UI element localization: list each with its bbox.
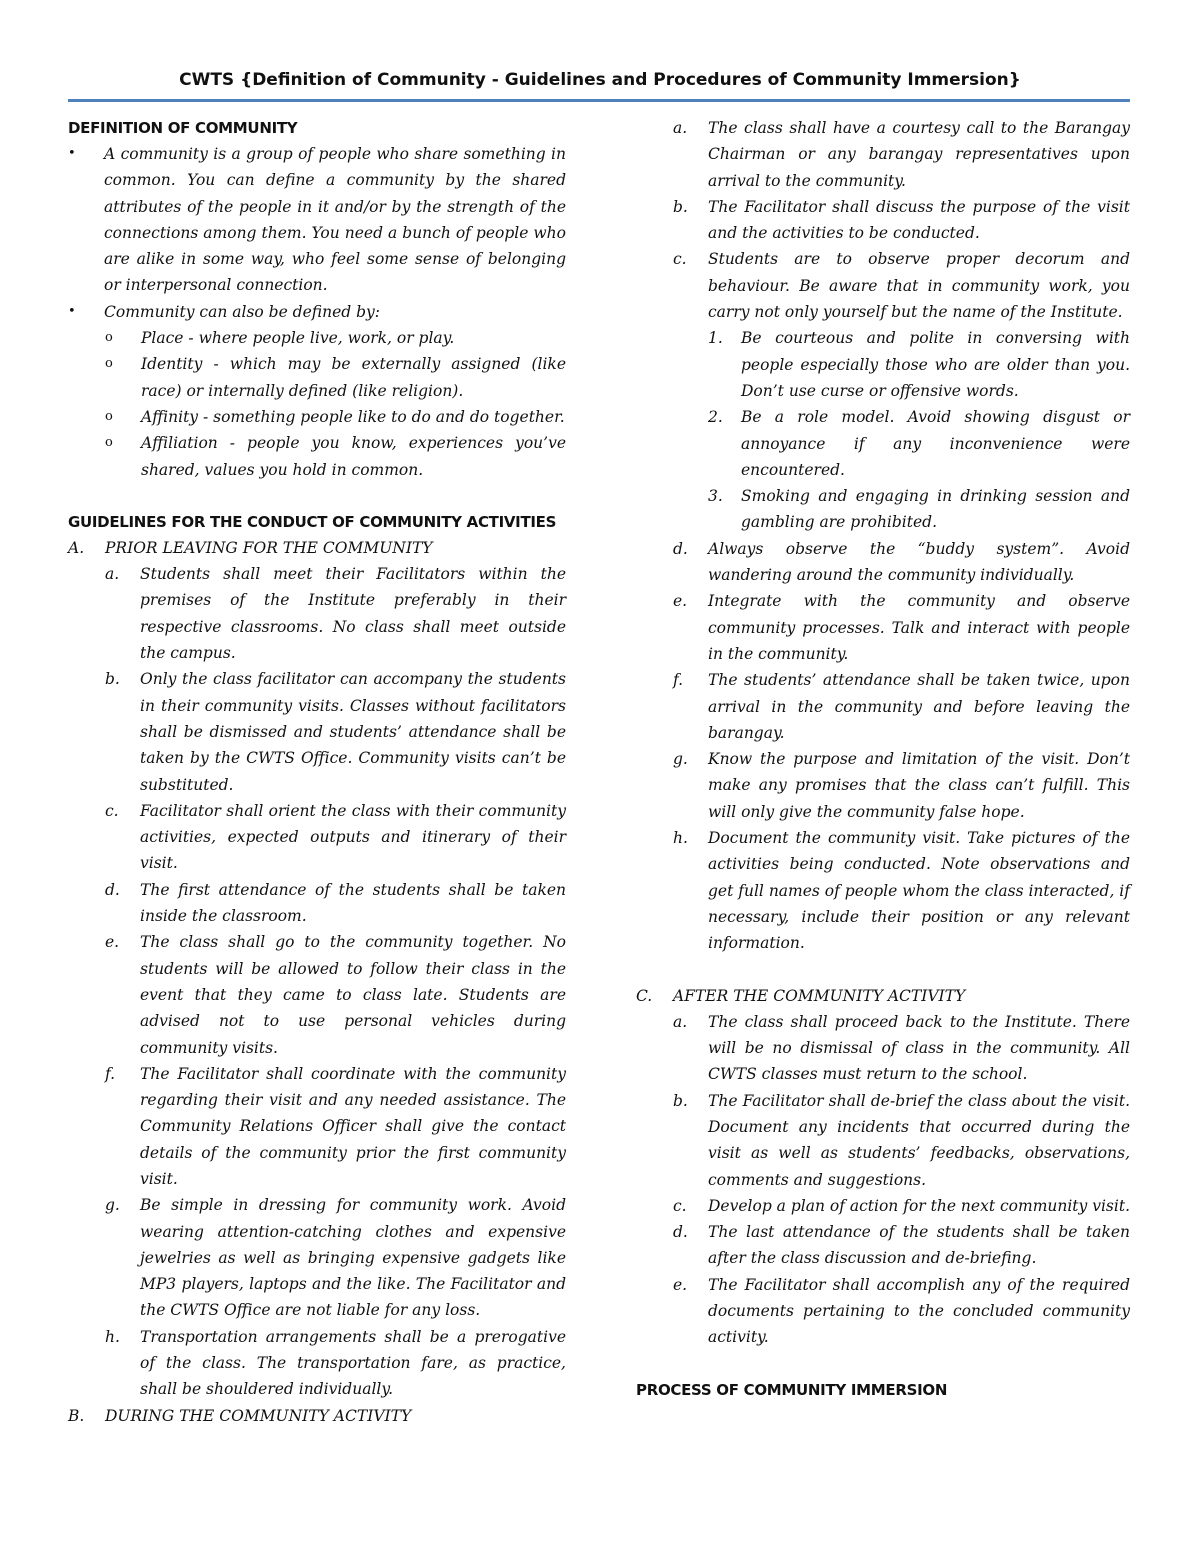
item-marker: e. [105,933,120,952]
definition-text: A community is a group of people who share something in common. You can define a community by the shared attributes of the people in it and/or by the strength of the connections among them. You need a bunch of people who are alike in some way, who feel some sense of belonging or interpersonal connection. [104,145,566,295]
circle-bullet-icon: o [105,330,113,346]
definition-subtext: Identity - which may be externally assigned (like race) or internally defined (like religion). [141,355,566,400]
item-marker: d. [673,1223,688,1242]
item-text: Transportation arrangements shall be a prerogative of the class. The transportation fare, as practice, shall be shouldered individually. [140,1327,566,1399]
guidelines-heading: GUIDELINES FOR THE CONDUCT OF COMMUNITY ACTIVITIES [68,512,557,531]
item-text: Be a role model. Avoid showing disgust or annoyance if any inconvenience were encountered. [741,408,1130,479]
section-heading [636,983,1130,1009]
item-marker: h. [105,1327,120,1346]
list-item [636,404,1130,483]
list-item [636,588,1130,667]
list-item [68,1061,566,1192]
item-text: Know the purpose and limitation of the visit. Don’t make any promises that the class can’t fulfill. This will only give the community false hope. [708,750,1130,821]
item-marker: g. [105,1196,120,1215]
list-item [636,325,1130,404]
definition-heading: DEFINITION OF COMMUNITY [68,119,298,137]
definition-subtext: Affinity - something people like to do and do together. [141,407,565,426]
item-text: Students are to observe proper decorum and behaviour. Be aware that in community work, you carry not only yourself but the name of the Institute. [708,250,1130,322]
list-item [636,1272,1130,1351]
list-item [68,404,566,430]
list-item [636,746,1130,825]
section-marker: A. [68,538,85,557]
item-marker: a. [105,565,120,584]
definition-text: Community can also be defined by: [104,302,381,321]
list-item [68,929,566,1060]
item-text: The class shall go to the community together. No students will be allowed to follow their class in the event that they came to class late. Students are advised not to use personal vehicles during community visits. [140,933,566,1057]
list-item [636,115,1130,194]
item-text: The Facilitator shall accomplish any of the required documents pertaining to the concluded community activity. [708,1275,1130,1347]
list-item [68,561,566,666]
list-item [636,1193,1130,1219]
item-marker: e. [673,592,688,611]
item-text: Only the class facilitator can accompany the students in their community visits. Classes without facilitators shall be dismissed and students’ attendance shall be taken by the CWTS Office. Community visits can’t be substituted. [140,670,566,794]
item-marker: e. [673,1275,688,1294]
item-text: The class shall have a courtesy call to the Barangay Chairman or any barangay representatives upon arrival to the community. [708,119,1130,190]
right-column [636,115,1130,1403]
list-item [636,1088,1130,1193]
item-marker: f. [673,671,684,690]
item-marker: d. [673,539,688,558]
list-item [68,299,566,325]
item-marker: f. [105,1064,116,1083]
item-marker: c. [105,801,119,820]
item-text: Integrate with the community and observe community processes. Talk and interact with people in the community. [708,592,1130,663]
list-item [68,1192,566,1323]
list-item [636,194,1130,247]
list-item [636,246,1130,325]
item-text: The students’ attendance shall be taken twice, upon arrival in the community and before leaving the barangay. [708,671,1130,742]
circle-bullet-icon: o [105,435,113,451]
item-text: The last attendance of the students shall be taken after the class discussion and de-briefing. [708,1223,1130,1268]
item-text: The first attendance of the students shall be taken inside the classroom. [140,880,566,926]
list-item [68,877,566,930]
section-marker: C. [636,986,653,1005]
list-item [636,536,1130,589]
item-marker: h. [673,829,688,848]
item-marker: 1. [708,329,723,348]
item-marker: c. [673,1196,687,1215]
list-item [636,483,1130,536]
list-item [68,430,566,483]
item-marker: b. [673,1091,688,1110]
item-marker: b. [673,197,688,216]
process-heading: PROCESS OF COMMUNITY IMMERSION [636,1380,948,1399]
left-column [68,115,566,1429]
circle-bullet-icon: o [105,356,113,372]
list-item [68,666,566,797]
circle-bullet-icon: o [105,408,113,424]
item-text: Smoking and engaging in drinking session and gambling are prohibited. [741,487,1130,532]
section-title: AFTER THE COMMUNITY ACTIVITY [673,986,966,1005]
item-text: The Facilitator shall discuss the purpose of the visit and the activities to be conducted. [708,197,1130,243]
section-marker: B. [68,1406,85,1425]
list-item [68,798,566,877]
bullet-icon: • [68,303,76,319]
item-text: Be courteous and polite in conversing with people especially those who are older than you. Don’t use curse or offensive words. [741,329,1130,400]
item-text: Students shall meet their Facilitators within the premises of the Institute preferably in their respective classrooms. No class shall meet outside the campus. [140,565,566,663]
item-marker: c. [673,250,687,269]
item-text: Facilitator shall orient the class with their community activities, expected outputs and itinerary of their visit. [140,801,566,873]
item-text: Document the community visit. Take pictures of the activities being conducted. Note observations and get full names of people whom the class interacted, if necessary, include their position or any relevant information. [708,829,1130,953]
item-marker: d. [105,880,120,899]
page-title: CWTS {Definition of Community - Guidelines and Procedures of Community Immersion} [179,70,1021,90]
item-text: Develop a plan of action for the next community visit. [708,1196,1131,1215]
item-marker: 3. [708,487,723,506]
section-heading [68,1403,566,1429]
item-marker: g. [673,750,688,769]
list-item [68,351,566,404]
section-title: PRIOR LEAVING FOR THE COMMUNITY [105,538,433,557]
list-item [68,141,566,299]
item-text: Always observe the “buddy system”. Avoid wandering around the community individually. [708,539,1130,585]
item-text: The Facilitator shall coordinate with the community regarding their visit and any needed assistance. The Community Relations Officer shall give the contact details of the community prior the first community visit. [140,1064,566,1188]
section-heading [68,535,566,561]
list-item [636,1219,1130,1272]
bullet-icon: • [68,146,76,161]
item-marker: a. [673,119,688,137]
list-item [636,667,1130,746]
definition-subtext: Affiliation - people you know, experiences you’ve shared, values you hold in common. [141,434,566,479]
list-item [636,825,1130,956]
list-item [636,1009,1130,1088]
list-item [68,325,566,351]
item-text: The Facilitator shall de-brief the class about the visit. Document any incidents that occurred during the visit as well as students’ feedbacks, observations, comments and suggestions. [708,1091,1130,1189]
definition-subtext: Place - where people live, work, or play. [141,329,455,348]
list-item [68,1324,566,1403]
item-marker: b. [105,670,120,689]
item-text: Be simple in dressing for community work. Avoid wearing attention-catching clothes and expensive jewelries as well as bringing expensive gadgets like MP3 players, laptops and the like. The Facilitator and the CWTS Office are not liable for any loss. [140,1196,566,1320]
item-text: The class shall proceed back to the Institute. There will be no dismissal of class in the community. All CWTS classes must return to the school. [708,1012,1130,1084]
item-marker: 2. [708,408,723,427]
item-marker: a. [673,1012,688,1031]
section-title: DURING THE COMMUNITY ACTIVITY [105,1406,412,1425]
title-underline [68,99,1130,102]
